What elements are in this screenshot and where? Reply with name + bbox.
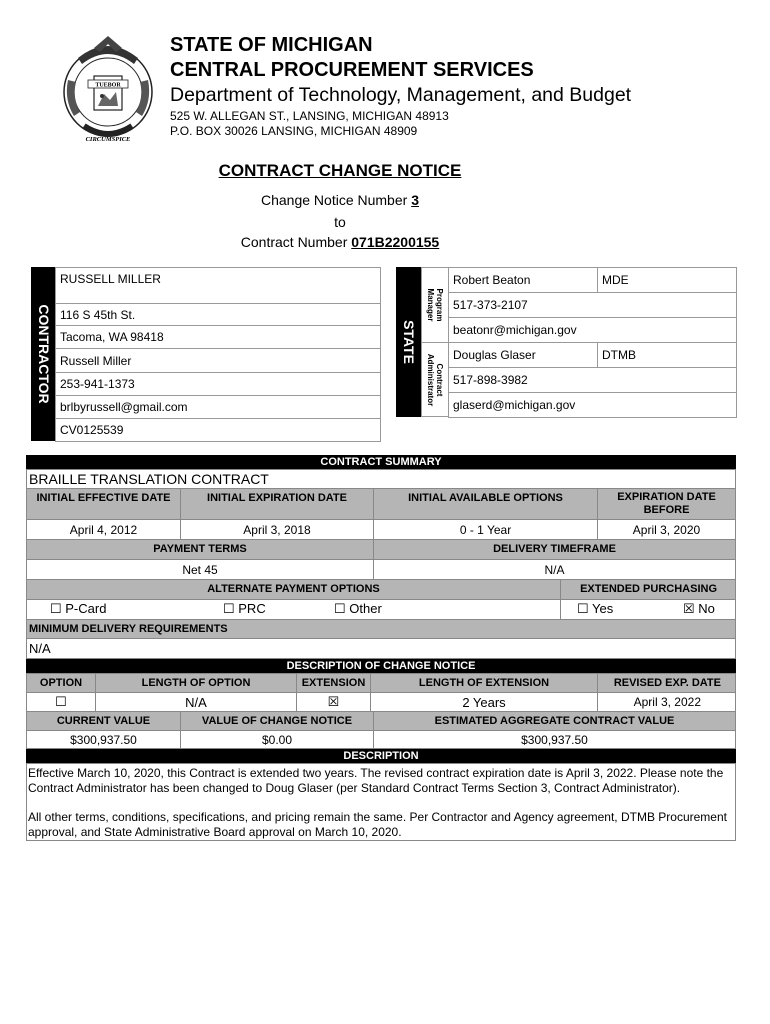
alternate-payment-header: ALTERNATE PAYMENT OPTIONS (26, 579, 561, 600)
current-value: $300,937.50 (26, 730, 181, 749)
prc-checkbox[interactable]: ☐ PRC (223, 601, 266, 616)
contractor-label: CONTRACTOR (35, 304, 52, 404)
ca-phone: 517-898-3982 (448, 367, 737, 393)
extended-purchasing-header: EXTENDED PURCHASING (560, 579, 736, 600)
contractor-city: Tacoma, WA 98418 (55, 325, 381, 349)
street-address: 525 W. ALLEGAN ST., LANSING, MICHIGAN 48913 (170, 109, 449, 123)
change-value-header: VALUE OF CHANGE NOTICE (180, 711, 374, 731)
pm-agency: MDE (597, 267, 737, 293)
option-header: OPTION (26, 673, 96, 693)
description-box (26, 763, 736, 841)
state-title: STATE OF MICHIGAN (170, 34, 373, 56)
pm-email: beatonr@michigan.gov (448, 317, 737, 343)
change-value: $0.00 (180, 730, 374, 749)
state-sidebar (396, 267, 421, 417)
delivery-timeframe: N/A (373, 559, 736, 580)
contract-title: BRAILLE TRANSLATION CONTRACT (26, 469, 736, 489)
revised-exp-header: REVISED EXP. DATE (597, 673, 736, 693)
extended-yes-checkbox[interactable]: ☐ Yes (577, 601, 614, 616)
notice-heading: CONTRACT CHANGE NOTICE (218, 161, 462, 180)
initial-available-options: 0 - 1 Year (373, 519, 598, 540)
contract-number-label: Contract Number (240, 234, 352, 250)
contract-number-line (0, 234, 680, 250)
extension-header: EXTENSION (296, 673, 371, 693)
aggregate-value: $300,937.50 (373, 730, 736, 749)
pm-phone: 517-373-2107 (448, 292, 737, 318)
length-option-value: N/A (95, 692, 297, 712)
contract-summary-header: CONTRACT SUMMARY (26, 455, 736, 470)
extended-no-checkbox[interactable]: ☒ No (683, 601, 715, 616)
program-manager-label: Program Manager (426, 288, 444, 322)
ca-email: glaserd@michigan.gov (448, 392, 737, 418)
initial-effective-header: INITIAL EFFECTIVE DATE (26, 488, 181, 520)
pm-name: Robert Beaton (448, 267, 598, 293)
initial-expiration-header: INITIAL EXPIRATION DATE (180, 488, 374, 520)
description-header: DESCRIPTION (26, 749, 736, 763)
option-checkbox[interactable]: ☐ (26, 692, 96, 712)
contract-admin-label-cell (421, 342, 449, 417)
to-text: to (334, 214, 346, 230)
state-seal-image (58, 30, 158, 148)
description-paragraph-2: All other terms, conditions, specifications, and pricing remain the same. Per Contractor and Agency agreement, DTMB Procurement approval, and State Administrative Board approval on March 10, 2020. (28, 810, 727, 839)
other-checkbox[interactable]: ☐ Other (334, 601, 382, 616)
contractor-street: 116 S 45th St. (55, 303, 381, 326)
min-delivery-value: N/A (26, 638, 736, 659)
revised-exp-date: April 3, 2022 (597, 692, 736, 712)
contractor-name: RUSSELL MILLER (55, 267, 381, 304)
contractor-contact: Russell Miller (55, 348, 381, 373)
ca-agency: DTMB (597, 342, 737, 368)
extension-checkbox[interactable]: ☒ (296, 692, 371, 712)
department-name: Department of Technology, Management, and Budget (170, 84, 632, 106)
expiration-before-date: April 3, 2020 (597, 519, 736, 540)
contract-number: 071B2200155 (351, 234, 440, 250)
length-extension-header: LENGTH OF EXTENSION (370, 673, 598, 693)
description-paragraph-1: Effective March 10, 2020, this Contract is extended two years. The revised contract expiration date is April 3, 2022. Please note the Contract Administrator has been changed to Doug Glaser (per Standard Contract Terms Section 3, Contract Administrator). (28, 766, 724, 795)
initial-expiration-date: April 3, 2018 (180, 519, 374, 540)
contractor-email: brlbyrussell@gmail.com (55, 395, 381, 419)
length-extension-value: 2 Years (370, 692, 598, 712)
change-notice-number: 3 (411, 192, 419, 208)
po-box-address: P.O. BOX 30026 LANSING, MICHIGAN 48909 (170, 124, 418, 138)
current-value-header: CURRENT VALUE (26, 711, 181, 731)
contractor-vendor-id: CV0125539 (55, 418, 381, 442)
ca-name: Douglas Glaser (448, 342, 598, 368)
contractor-sidebar (31, 267, 56, 441)
contract-admin-label: Contract Administrator (426, 353, 444, 406)
length-option-header: LENGTH OF OPTION (95, 673, 297, 693)
program-manager-label-cell (421, 267, 449, 343)
change-notice-header: DESCRIPTION OF CHANGE NOTICE (26, 659, 736, 673)
change-notice-line (0, 192, 680, 208)
aggregate-value-header: ESTIMATED AGGREGATE CONTRACT VALUE (373, 711, 736, 731)
initial-effective-date: April 4, 2012 (26, 519, 181, 540)
contractor-phone: 253-941-1373 (55, 372, 381, 396)
pcard-checkbox[interactable]: ☐ P-Card (50, 601, 107, 616)
initial-options-header: INITIAL AVAILABLE OPTIONS (373, 488, 598, 520)
svg-text:CIRCUMSPICE: CIRCUMSPICE (85, 136, 131, 143)
state-label: STATE (400, 320, 417, 364)
delivery-timeframe-header: DELIVERY TIMEFRAME (373, 539, 736, 560)
payment-terms: Net 45 (26, 559, 374, 580)
svg-text:TUEBOR: TUEBOR (95, 82, 121, 89)
min-delivery-header: MINIMUM DELIVERY REQUIREMENTS (26, 619, 736, 639)
payment-terms-header: PAYMENT TERMS (26, 539, 374, 560)
change-notice-label: Change Notice Number (261, 192, 412, 208)
agency-title: CENTRAL PROCUREMENT SERVICES (170, 59, 534, 81)
expiration-before-header: EXPIRATION DATE BEFORE (597, 488, 736, 520)
